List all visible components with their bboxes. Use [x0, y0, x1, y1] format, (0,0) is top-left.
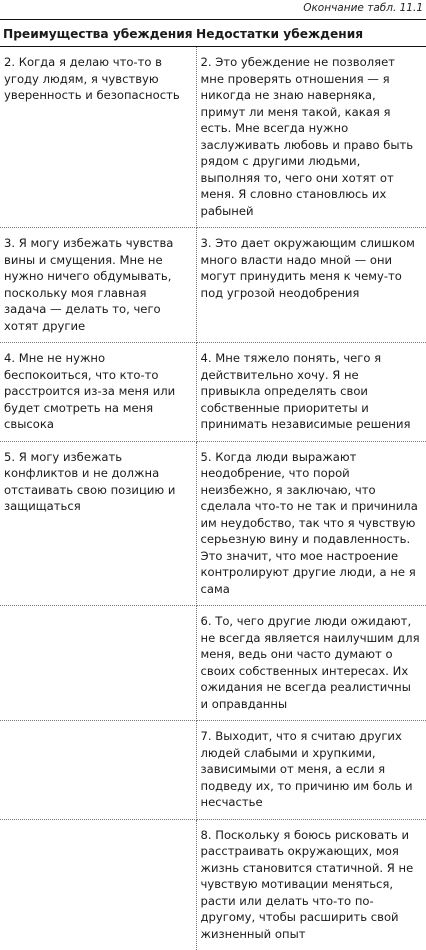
advantage-cell: [0, 721, 196, 820]
disadvantage-cell: 4. Мне тяжело понять, чего я действительно хочу. Я не привыкла определять свои собственные приоритеты и принимать независимые решения: [196, 343, 426, 442]
table-header-row: [0, 20, 426, 47]
advantage-cell: [0, 606, 196, 721]
table-row: [0, 441, 426, 606]
beliefs-table: [0, 19, 426, 950]
table-row: [0, 228, 426, 343]
disadvantage-cell: 8. Поскольку я боюсь рисковать и расстраивать окружающих, моя жизнь становится статичной. Я не чувствую мотивации меняться, расти или делать что-то по-другому, чтобы расширить свой жизненный опыт: [200, 827, 414, 941]
disadvantage-cell: 7. Выходит, что я считаю других людей слабыми и хрупкими, зависимыми от меня, а если я подведу их, то причиню им боль и несчастье: [196, 721, 426, 820]
advantage-cell: 4. Мне не нужно беспокоиться, что кто-то расстроится из-за меня или будет смотреть на меня свысока: [0, 343, 196, 442]
disadvantage-cell: 2. Это убеждение не позволяет мне проверять отношения — я никогда не знаю наверняка, примут ли меня такой, какая я есть. Мне всегда нужно заслуживать любовь и право быть рядом с другими людьми, выполняя то, чего они хотят от меня. Я словно становлюсь их рабыней: [196, 47, 426, 228]
header-disadvantages: Недостатки убеждения: [196, 20, 426, 47]
disadvantage-cell: 5. Когда люди выражают неодобрение, что порой неизбежно, я заключаю, что сделала что-то не так и причинила им неудобство, так что я чувствую серьезную вину и подавленность. Это значит, что мое настроение контролируют другие люди, а не я сама: [196, 441, 426, 606]
advantage-cell: [0, 819, 196, 950]
advantage-cell: 5. Я могу избежать конфликтов и не должна отстаивать свою позицию и защищаться: [0, 441, 196, 606]
disadvantage-cell: 3. Это дает окружающим слишком много власти надо мной — они могут принудить меня к чему-то под угрозой неодобрения: [196, 228, 426, 343]
table-caption: Окончание табл. 11.1: [303, 2, 423, 14]
advantage-cell: 2. Когда я делаю что-то в угоду людям, я чувствую уверенность и безопасность: [0, 47, 196, 228]
advantage-cell: 3. Я могу избежать чувства вины и смущения. Мне не нужно ничего обдумывать, поскольку моя главная задача — делать то, чего хотят другие: [0, 228, 196, 343]
disadvantage-cell: 6. То, чего другие люди ожидают, не всегда является наилучшим для меня, ведь они часто думают о своих собственных интересах. Их ожидания не всегда реалистичны и оправданны: [196, 606, 426, 721]
table-row: [0, 819, 426, 950]
table-row: [0, 343, 426, 442]
table-row: [0, 721, 426, 820]
table-row: [0, 606, 426, 721]
header-advantages: Преимущества убеждения: [0, 20, 196, 47]
table-row: [0, 47, 426, 228]
